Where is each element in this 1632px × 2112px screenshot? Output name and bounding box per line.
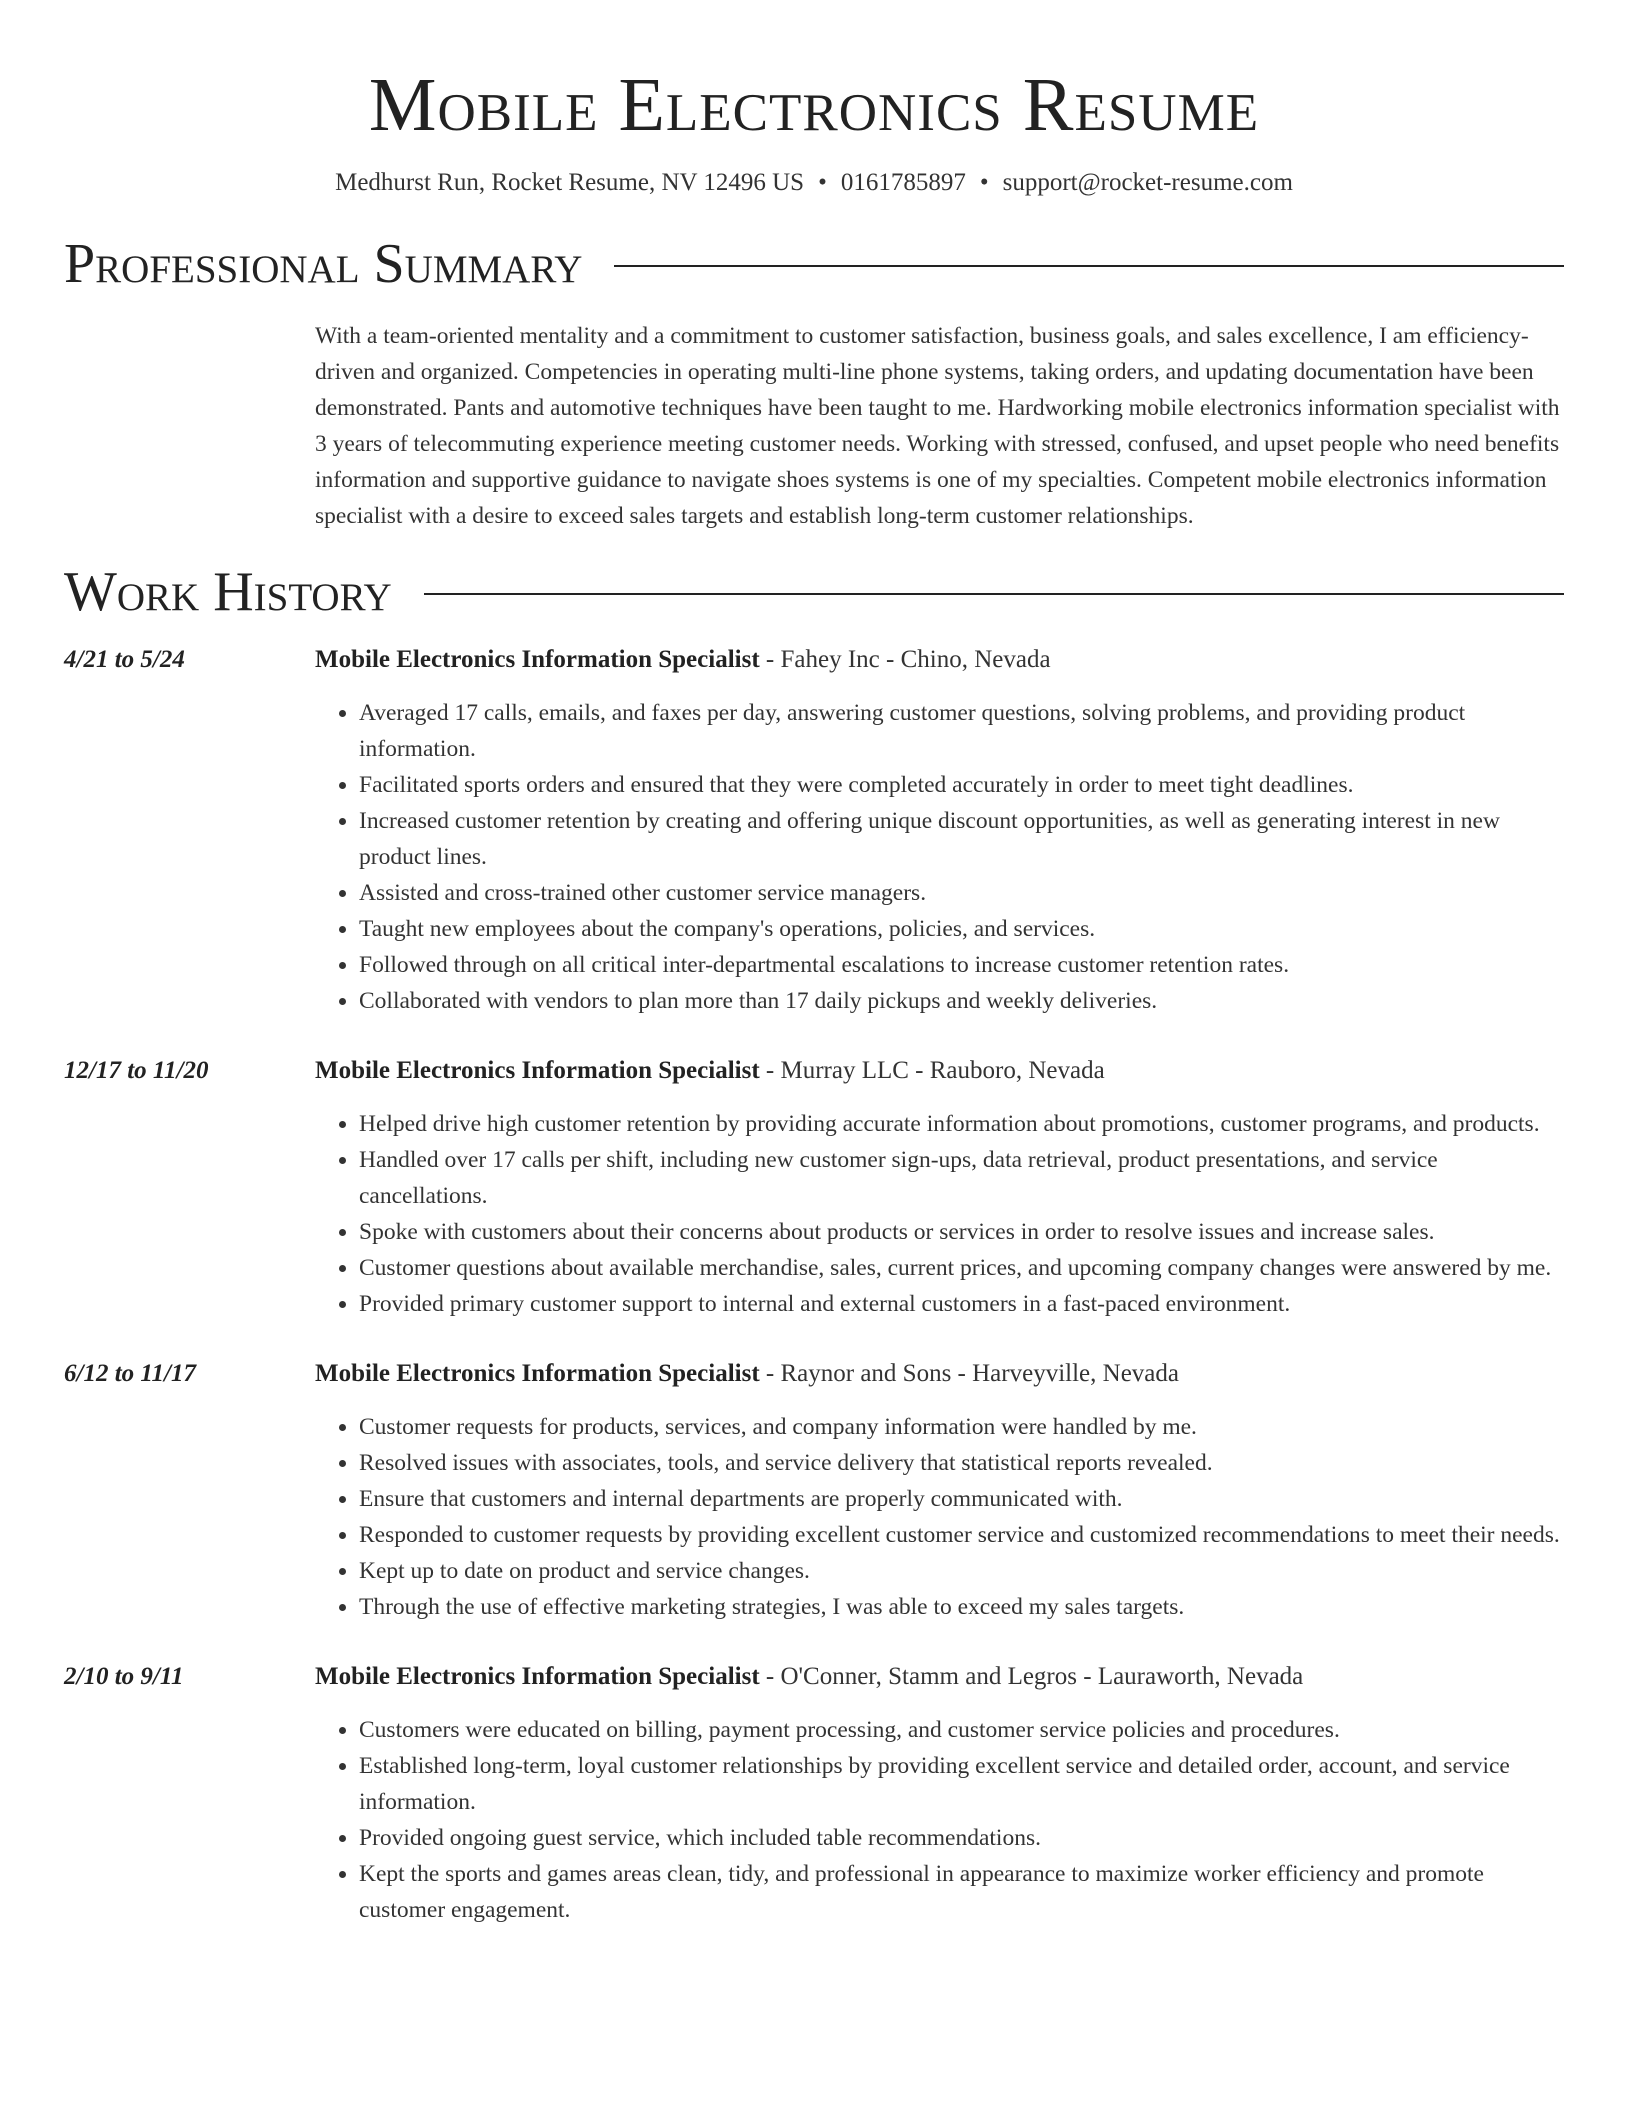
job-dates: 6/12 to 11/17: [64, 1360, 196, 1387]
job-bullet: • Collaborated with vendors to plan more than 17 daily pickups and weekly deliveries.: [359, 983, 1564, 1019]
section-divider: [424, 593, 1564, 595]
job-bullet: • Customer requests for products, services, and company information were handled by me.: [359, 1409, 1564, 1445]
job-bullet: • Responded to customer requests by providing excellent customer service and customized recommendations to meet their needs.: [359, 1517, 1564, 1553]
job-heading: [315, 1356, 1564, 1392]
job-bullet: • Customer questions about available merchandise, sales, current prices, and upcoming company changes were answered by me.: [359, 1250, 1564, 1286]
job-body: [315, 1356, 1564, 1625]
contact-line: [64, 168, 1564, 198]
job-bullet: • Kept the sports and games areas clean, tidy, and professional in appearance to maximize worker efficiency and promote customer engagement.: [359, 1856, 1564, 1928]
job-body: [315, 642, 1564, 1019]
job-bullet: • Resolved issues with associates, tools, and service delivery that statistical reports revealed.: [359, 1445, 1564, 1481]
job-bullet: • Followed through on all critical inter-departmental escalations to increase customer retention rates.: [359, 947, 1564, 983]
resume-title: Mobile Electronics Resume: [368, 63, 1260, 147]
job-bullet: • Facilitated sports orders and ensured that they were completed accurately in order to meet tight deadlines.: [359, 767, 1564, 803]
job-bullet: • Increased customer retention by creating and offering unique discount opportunities, as well as generating interest in new product lines.: [359, 803, 1564, 875]
job-bullet: • Spoke with customers about their concerns about products or services in order to resolve issues and increase sales.: [359, 1214, 1564, 1250]
contact-address: Medhurst Run, Rocket Resume, NV 12496 US: [335, 169, 805, 196]
work-history-header: [64, 560, 1564, 624]
job-title: Mobile Electronics Information Specialist: [315, 1360, 760, 1387]
job-company-location: - O'Conner, Stamm and Legros - Lauraworth, Nevada: [759, 1663, 1304, 1690]
job-bullets: [315, 1106, 1564, 1322]
contact-separator: •: [818, 169, 827, 196]
job-dates: 2/10 to 9/11: [64, 1663, 184, 1690]
contact-email: support@rocket-resume.com: [1002, 169, 1293, 196]
job-bullets: [315, 1712, 1564, 1928]
job-bullet: • Assisted and cross-trained other customer service managers.: [359, 875, 1564, 911]
contact-phone: 0161785897: [840, 169, 966, 196]
job-bullet: • Through the use of effective marketing strategies, I was able to exceed my sales targets.: [359, 1589, 1564, 1625]
professional-summary-header: [64, 232, 1564, 296]
job-entry: [64, 642, 1564, 1019]
job-company-location: - Fahey Inc - Chino, Nevada: [759, 646, 1051, 673]
job-bullet: • Customers were educated on billing, payment processing, and customer service policies and procedures.: [359, 1712, 1564, 1748]
professional-summary-text: With a team-oriented mentality and a commitment to customer satisfaction, business goals, and sales excellence, I am efficiency-driven and organized. Competencies in operating multi-line phone systems, taking orders, and updating documentation have been demonstrated. Pants and automotive techniques have been taught to me. Hardworking mobile electronics information specialist with 3 years of telecommuting experience meeting customer needs. Working with stressed, confused, and upset people who need benefits information and supportive guidance to navigate shoes systems is one of my specialties. Competent mobile electronics information specialist with a desire to exceed sales targets and establish long-term customer relationships.: [315, 323, 1560, 529]
contact-separator: •: [979, 169, 989, 196]
section-divider: [614, 265, 1564, 267]
job-heading: [315, 1053, 1564, 1089]
section-heading: Professional Summary: [64, 233, 583, 295]
job-bullet: • Helped drive high customer retention by providing accurate information about promotions, customer programs, and products.: [359, 1106, 1564, 1142]
job-entry: [64, 1053, 1564, 1322]
job-heading: [315, 1659, 1564, 1695]
job-entry: [64, 1356, 1564, 1625]
job-bullet: • Established long-term, loyal customer relationships by providing excellent service and detailed order, account, and service information.: [359, 1748, 1564, 1820]
job-bullet: • Provided primary customer support to internal and external customers in a fast-paced environment.: [359, 1286, 1564, 1322]
job-bullet: • Provided ongoing guest service, which included table recommendations.: [359, 1820, 1564, 1856]
job-bullet: • Ensure that customers and internal departments are properly communicated with.: [359, 1481, 1564, 1517]
job-heading: [315, 642, 1564, 678]
job-body: [315, 1659, 1564, 1928]
job-company-location: - Raynor and Sons - Harveyville, Nevada: [759, 1360, 1179, 1387]
job-body: [315, 1053, 1564, 1322]
job-bullet: • Taught new employees about the company's operations, policies, and services.: [359, 911, 1564, 947]
job-bullets: [315, 1409, 1564, 1625]
job-title: Mobile Electronics Information Specialist: [315, 1663, 760, 1690]
job-dates: 12/17 to 11/20: [64, 1057, 209, 1084]
job-bullet: • Averaged 17 calls, emails, and faxes per day, answering customer questions, solving problems, and providing product information.: [359, 695, 1564, 767]
job-bullet: • Kept up to date on product and service changes.: [359, 1553, 1564, 1589]
job-dates: 4/21 to 5/24: [64, 646, 185, 673]
job-entry: [64, 1659, 1564, 1928]
job-bullets: [315, 695, 1564, 1019]
job-title: Mobile Electronics Information Specialist: [315, 646, 760, 673]
job-title: Mobile Electronics Information Specialist: [315, 1057, 760, 1084]
job-company-location: - Murray LLC - Rauboro, Nevada: [759, 1057, 1105, 1084]
job-bullet: • Handled over 17 calls per shift, including new customer sign-ups, data retrieval, product presentations, and service cancellations.: [359, 1142, 1564, 1214]
section-heading: Work History: [64, 561, 392, 623]
